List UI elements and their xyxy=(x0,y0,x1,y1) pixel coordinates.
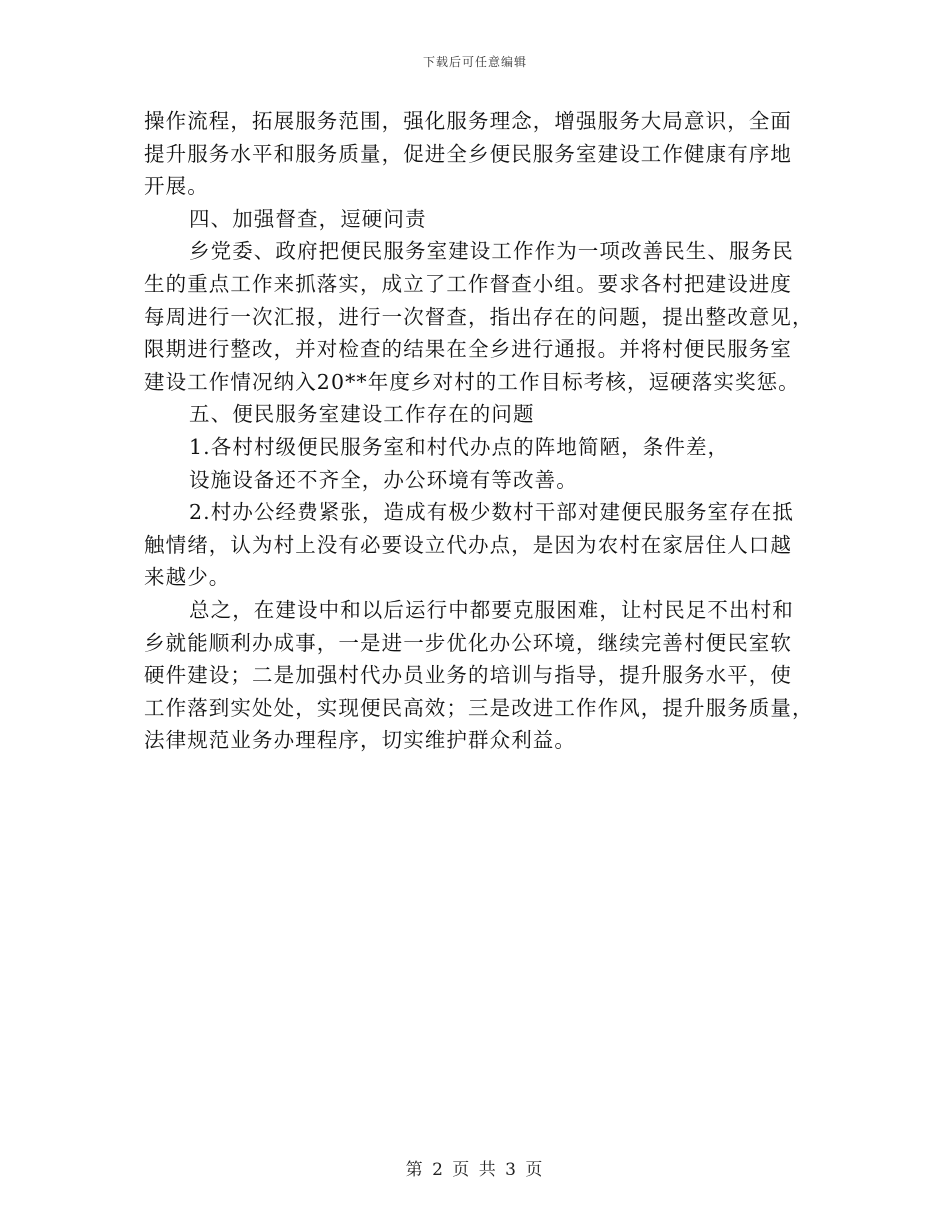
text-line: 乡党委、政府把便民服务室建设工作作为一项改善民生、服务民 xyxy=(189,239,794,264)
text-line: 2.村办公经费紧张，造成有极少数村干部对建便民服务室存在抵 xyxy=(189,500,794,525)
text-line: 工作落到实处处，实现便民高效；三是改进工作作风，提升服务质量， xyxy=(144,695,814,720)
text-line: 建设工作情况纳入20**年度乡对村的工作目标考核，逗硬落实奖惩。 xyxy=(144,369,800,394)
text-line: 开展。 xyxy=(144,174,209,199)
text-line: 设施设备还不齐全，办公环境有等改善。 xyxy=(189,467,578,492)
document-body xyxy=(144,105,814,757)
text-line: 操作流程，拓展服务范围，强化服务理念，增强服务大局意识，全面 xyxy=(144,109,792,133)
text-line: 四、加强督查，逗硬问责 xyxy=(189,206,427,231)
text-line: 每周进行一次汇报，进行一次督查，指出存在的问题，提出整改意见， xyxy=(144,304,814,329)
text-line: 乡就能顺利办成事，一是进一步优化办公环境，继续完善村便民室软 xyxy=(144,630,792,655)
text-line: 1.各村村级便民服务室和村代办点的阵地简陋，条件差， xyxy=(189,434,730,459)
text-line: 法律规范业务办理程序，切实维护群众利益。 xyxy=(144,728,576,753)
text-line: 总之，在建设中和以后运行中都要克服困难，让村民足不出村和 xyxy=(189,597,794,622)
text-line: 五、便民服务室建设工作存在的问题 xyxy=(189,402,535,427)
text-line: 触情绪，认为村上没有必要设立代办点，是因为农村在家居住人口越 xyxy=(144,532,792,557)
text-line: 硬件建设；二是加强村代办员业务的培训与指导，提升服务水平，使 xyxy=(144,663,792,688)
page-header: 下载后可任意编辑 xyxy=(422,55,527,69)
text-line: 限期进行整改，并对检查的结果在全乡进行通报。并将村便民服务室 xyxy=(144,337,792,362)
text-line: 来越少。 xyxy=(144,565,231,590)
text-line: 生的重点工作来抓落实，成立了工作督查小组。要求各村把建设进度 xyxy=(144,271,792,296)
page-number-footer: 第 2 页 共 3 页 xyxy=(405,1160,545,1180)
text-line: 提升服务水平和服务质量，促进全乡便民服务室建设工作健康有序地 xyxy=(144,141,792,166)
